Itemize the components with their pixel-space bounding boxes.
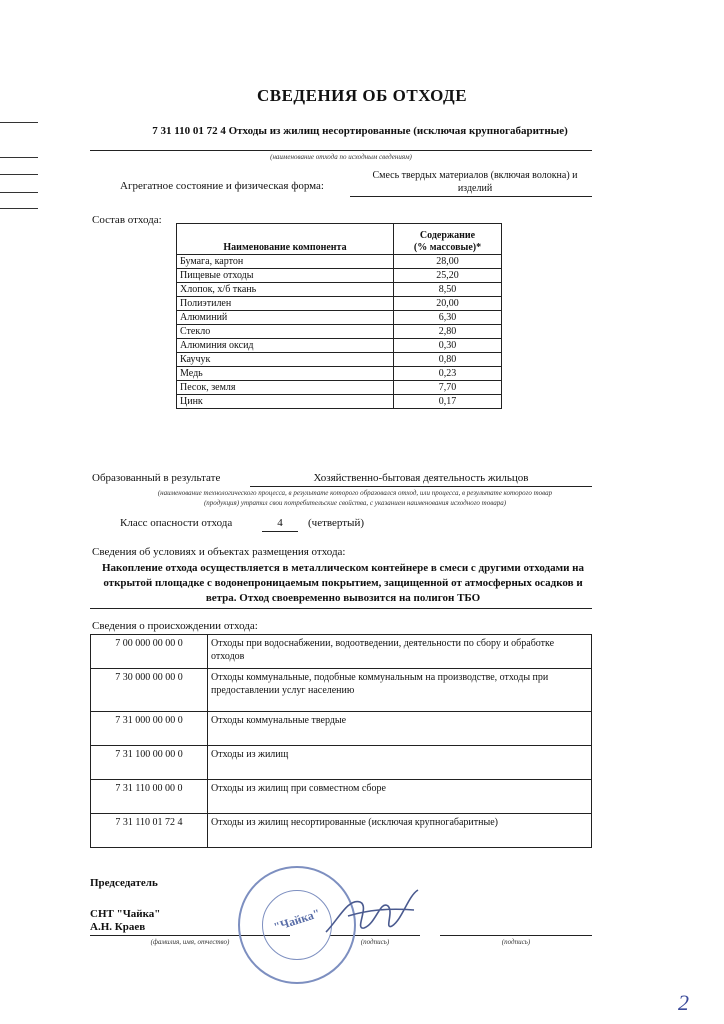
component-name: Медь xyxy=(177,367,394,381)
table-row xyxy=(91,669,592,712)
waste-line-rule xyxy=(90,150,592,151)
table-row xyxy=(91,780,592,814)
col-header-content-1: Содержание xyxy=(419,230,476,241)
table-row xyxy=(177,297,502,311)
component-value: 8,50 xyxy=(394,283,502,297)
origin-code: 7 30 000 00 00 0 xyxy=(91,669,208,712)
origin-text: Отходы коммунальные твердые xyxy=(208,712,592,746)
document-title: СВЕДЕНИЯ ОБ ОТХОДЕ xyxy=(256,86,468,105)
hazard-label: Класс опасности отхода xyxy=(120,517,233,529)
table-row xyxy=(91,712,592,746)
left-edge-mark xyxy=(0,192,38,193)
origin-text: Отходы при водоснабжении, водоотведении, деятельности по сбору и обработке отходов xyxy=(208,635,592,669)
signer-name-hint: (фамилия, имя, отчество) xyxy=(150,938,230,946)
component-name: Цинк xyxy=(177,395,394,409)
placement-line-3: ветра. Отход своевременно вывозится на полигон ТБО xyxy=(205,592,481,604)
hazard-value: 4 xyxy=(277,517,283,529)
composition-label: Состав отхода: xyxy=(92,214,162,226)
component-value: 2,80 xyxy=(394,325,502,339)
component-name: Бумага, картон xyxy=(177,255,394,269)
signature-hint-1: (подпись) xyxy=(360,938,390,946)
component-name: Полиэтилен xyxy=(177,297,394,311)
table-row xyxy=(177,325,502,339)
signer-org: СНТ "Чайка" xyxy=(90,908,161,920)
left-edge-mark xyxy=(0,174,38,175)
left-edge-mark xyxy=(0,208,38,209)
origin-code: 7 31 000 00 00 0 xyxy=(91,712,208,746)
origin-process-value: Хозяйственно-бытовая деятельность жильцов xyxy=(313,472,529,484)
origin-process-rule xyxy=(250,486,592,487)
table-row xyxy=(177,255,502,269)
table-row xyxy=(177,353,502,367)
origin-code: 7 31 110 01 72 4 xyxy=(91,814,208,848)
hazard-word: (четвертый) xyxy=(308,517,364,529)
origin-process-label: Образованный в результате xyxy=(92,472,221,484)
composition-table xyxy=(176,223,502,409)
page-number-mark: 2 xyxy=(678,990,689,1015)
composition-rows xyxy=(177,255,502,409)
component-name: Хлопок, х/б ткань xyxy=(177,283,394,297)
origin-text: Отходы из жилищ xyxy=(208,746,592,780)
left-edge-mark xyxy=(0,122,38,123)
waste-hint: (наименование отхода по исходным сведениям) xyxy=(270,153,412,161)
table-row xyxy=(177,283,502,297)
component-value: 0,17 xyxy=(394,395,502,409)
placement-line-1: Накопление отхода осуществляется в металлическом контейнере в смеси с другими отходами на xyxy=(101,562,584,574)
origin-code: 7 00 000 00 00 0 xyxy=(91,635,208,669)
col-header-content-2: (% массовые)* xyxy=(413,242,482,253)
component-name: Песок, земля xyxy=(177,381,394,395)
component-value: 20,00 xyxy=(394,297,502,311)
component-value: 0,23 xyxy=(394,367,502,381)
signer-role: Председатель xyxy=(90,877,158,889)
component-name: Алюминия оксид xyxy=(177,339,394,353)
component-value: 25,20 xyxy=(394,269,502,283)
placement-line-2: открытой площадке с водонепроницаемым покрытием, защищенной от атмосферных осадков и xyxy=(103,577,583,589)
origin-text: Отходы из жилищ при совместном сборе xyxy=(208,780,592,814)
table-row xyxy=(177,367,502,381)
origin-table xyxy=(90,634,592,848)
table-row xyxy=(91,746,592,780)
physical-form-label: Агрегатное состояние и физическая форма: xyxy=(120,180,324,192)
component-value: 0,80 xyxy=(394,353,502,367)
signer-name: А.Н. Краев xyxy=(90,921,146,933)
physical-form-value-2: изделий xyxy=(457,183,493,194)
placement-label: Сведения об условиях и объектах размещения отхода: xyxy=(92,546,346,558)
origin-process-hint-2: (продукция) утратил свои потребительские свойства, с указанием наименования исходного товара) xyxy=(203,499,507,507)
component-name: Стекло xyxy=(177,325,394,339)
origin-text: Отходы из жилищ несортированные (исключая крупногабаритные) xyxy=(208,814,592,848)
table-row xyxy=(91,635,592,669)
component-name: Каучук xyxy=(177,353,394,367)
origin-code: 7 31 100 00 00 0 xyxy=(91,746,208,780)
placement-text xyxy=(88,561,598,606)
table-row xyxy=(177,311,502,325)
placement-rule xyxy=(90,608,592,609)
stamp-name: "Чайка" xyxy=(271,905,322,935)
handwritten-signature xyxy=(318,880,428,950)
physical-form-rule xyxy=(350,196,592,197)
waste-code-line: 7 31 110 01 72 4 Отходы из жилищ несортированные (исключая крупногабаритные) xyxy=(152,125,568,137)
component-value: 0,30 xyxy=(394,339,502,353)
col-header-name: Наименование компонента xyxy=(177,224,394,255)
table-row xyxy=(91,814,592,848)
origin-process-hint-1: (наименование технологического процесса, в результате которого образовался отход, или процесса, в результате которого товар xyxy=(157,489,553,497)
origin-info-label: Сведения о происхождении отхода: xyxy=(92,620,258,632)
component-name: Алюминий xyxy=(177,311,394,325)
origin-code: 7 31 110 00 00 0 xyxy=(91,780,208,814)
table-row xyxy=(177,381,502,395)
left-edge-mark xyxy=(0,157,38,158)
physical-form-value-1: Смесь твердых материалов (включая волокна) и xyxy=(372,170,578,181)
signature-hint-2: (подпись) xyxy=(501,938,531,946)
table-row xyxy=(177,339,502,353)
component-value: 28,00 xyxy=(394,255,502,269)
table-row xyxy=(177,269,502,283)
col-header-content xyxy=(394,224,502,255)
origin-text: Отходы коммунальные, подобные коммунальным на производстве, отходы при предоставлении услуг населению xyxy=(208,669,592,712)
signature-rule-2 xyxy=(440,935,592,936)
component-value: 6,30 xyxy=(394,311,502,325)
table-row xyxy=(177,395,502,409)
component-value: 7,70 xyxy=(394,381,502,395)
hazard-rule xyxy=(262,531,298,532)
component-name: Пищевые отходы xyxy=(177,269,394,283)
